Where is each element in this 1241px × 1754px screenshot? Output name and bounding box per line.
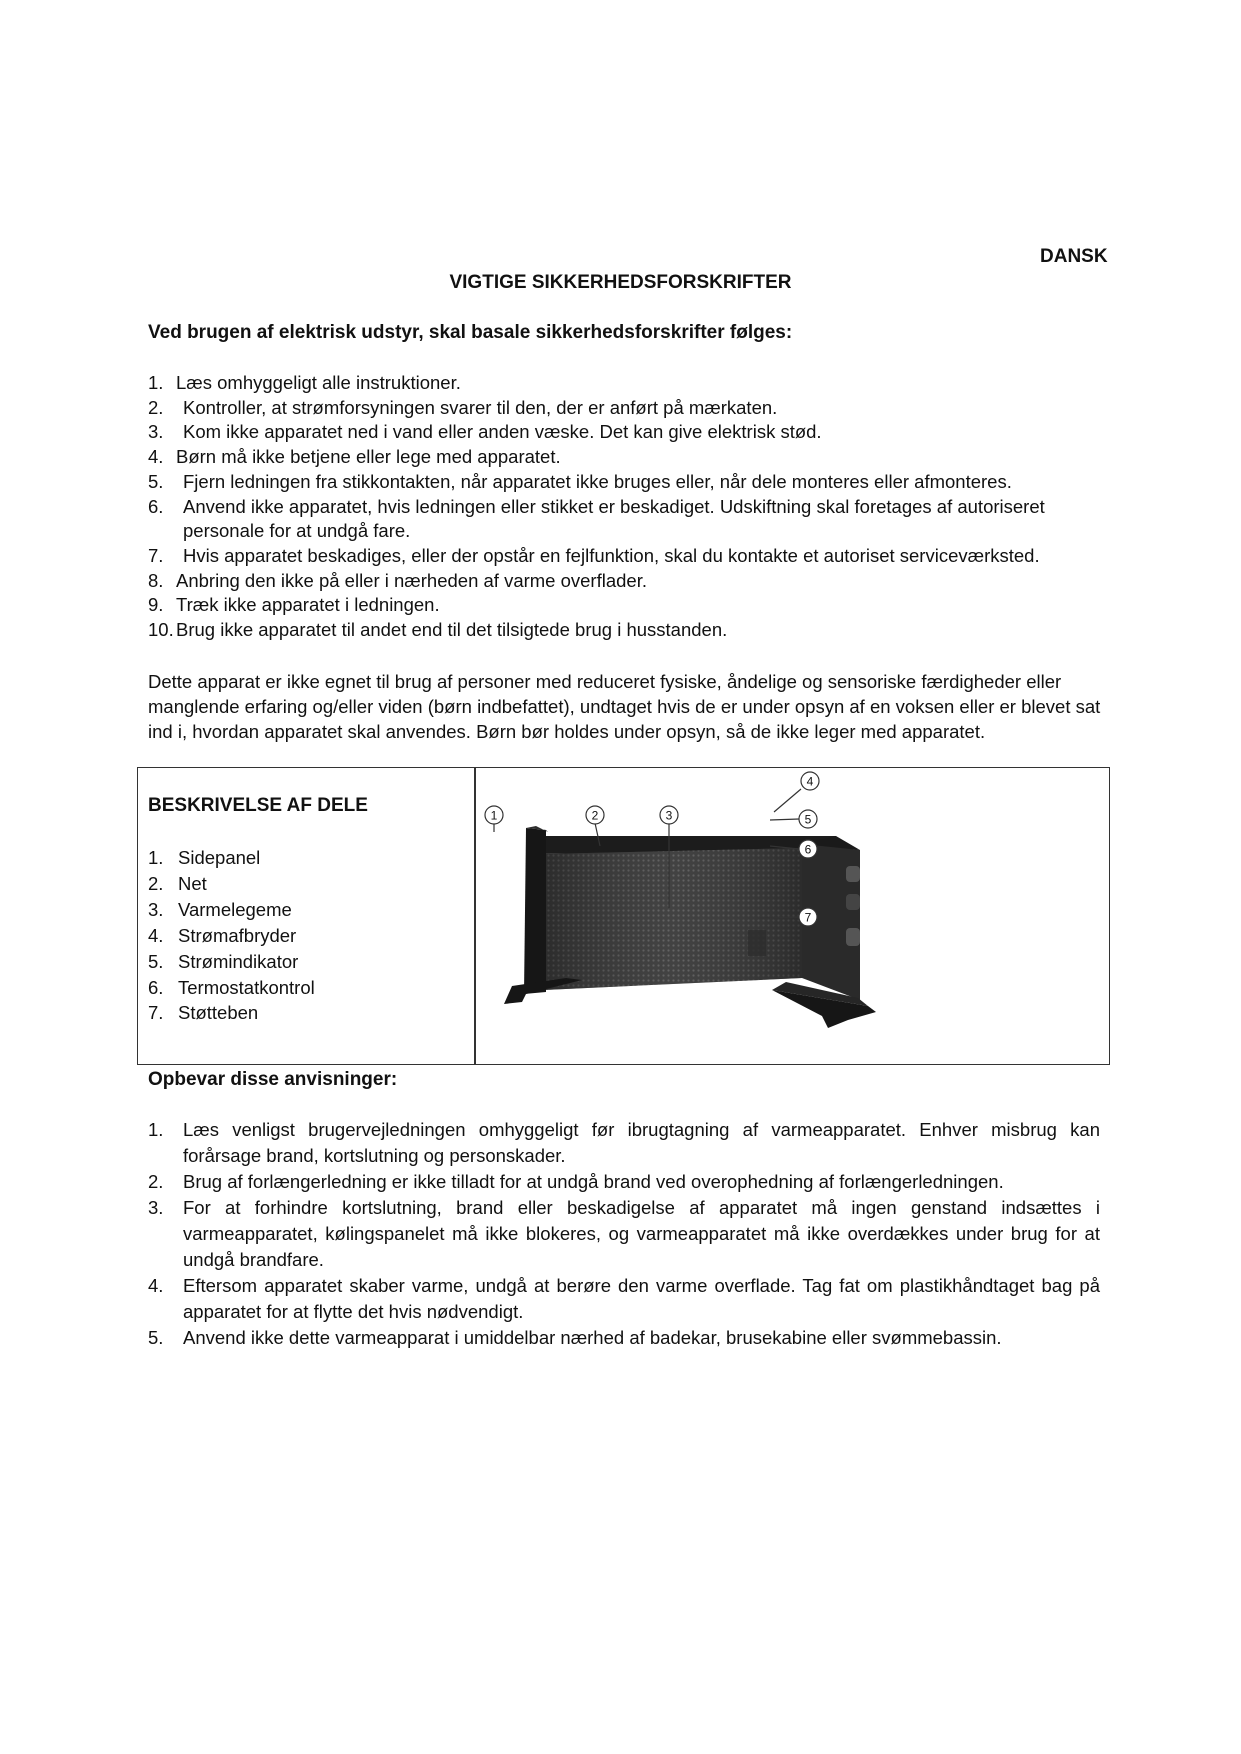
list-item xyxy=(148,923,315,949)
safety-list xyxy=(148,371,1108,643)
list-item-text: Læs venligst brugervejledningen omhyggeligt før ibrugtagning af varmeapparatet. Enhver misbrug kan forårsage brand, kortslutning og personskader. xyxy=(183,1119,1100,1166)
list-item-number: 5. xyxy=(148,470,164,492)
list-item-number: 6. xyxy=(148,976,164,998)
list-item xyxy=(148,897,315,923)
list-item xyxy=(148,470,1108,495)
list-item-text: For at forhindre kortslutning, brand eller beskadigelse af apparatet må ingen genstand indsættes i varmeapparatet, kølingspanelet må ikke blokeres, og varmeapparatet må ikke overdækkes under brug for at undgå brandfare. xyxy=(183,1197,1100,1270)
list-item-number: 9. xyxy=(148,594,164,616)
callout-7 xyxy=(799,908,817,926)
callout-number: 6 xyxy=(804,842,812,857)
callout-number: 2 xyxy=(591,808,599,823)
list-item-number: 5. xyxy=(148,1327,164,1348)
list-item xyxy=(148,1325,1100,1351)
callout-number: 7 xyxy=(804,910,812,925)
list-item-number: 4. xyxy=(148,924,164,946)
list-item-number: 3. xyxy=(148,898,164,920)
keep-instructions-title: Opbevar disse anvisninger: xyxy=(148,1069,398,1090)
list-item xyxy=(148,1117,1100,1169)
list-item-text: Læs omhyggeligt alle instruktioner. xyxy=(176,372,461,393)
language-label: DANSK xyxy=(1040,246,1108,267)
list-item-text: Anvend ikke dette varmeapparat i umiddelbar nærhed af badekar, brusekabine eller svømmebassin. xyxy=(183,1327,1002,1348)
list-item-text: Kom ikke apparatet ned i vand eller anden væske. Det kan give elektrisk stød. xyxy=(183,421,822,443)
list-item-text: Strømindikator xyxy=(178,950,299,972)
list-item xyxy=(148,445,1108,470)
list-item-text: Termostatkontrol xyxy=(178,976,315,998)
list-item xyxy=(148,396,1108,421)
list-item-number: 10. xyxy=(148,619,174,641)
list-item-text: Brug af forlængerledning er ikke tilladt for at undgå brand ved overophedning af forlængerledningen. xyxy=(183,1171,1004,1192)
list-item-number: 7. xyxy=(148,544,164,566)
list-item xyxy=(148,1195,1100,1273)
callout-number: 3 xyxy=(665,808,673,823)
callout-number: 5 xyxy=(804,812,812,827)
list-item-number: 1. xyxy=(148,1119,164,1140)
list-item-number: 4. xyxy=(148,1275,164,1296)
list-item xyxy=(148,949,315,975)
list-item-text: Støtteben xyxy=(178,1002,259,1024)
parts-title: BESKRIVELSE AF DELE xyxy=(148,795,368,816)
list-item-text: Fjern ledningen fra stikkontakten, når apparatet ikke bruges eller, når dele monteres eller afmonteres. xyxy=(183,470,1012,492)
list-item xyxy=(148,420,1108,445)
heater-diagram xyxy=(476,768,1108,1064)
list-item-number: 3. xyxy=(148,421,164,443)
list-item-text: Eftersom apparatet skaber varme, undgå at berøre den varme overflade. Tag fat om plastikhåndtaget bag på apparatet for at flytte det hvis nødvendigt. xyxy=(183,1275,1100,1322)
list-item xyxy=(148,495,1108,544)
list-item-text: Net xyxy=(178,872,207,894)
list-item xyxy=(148,618,1108,643)
parts-list xyxy=(148,845,315,1026)
list-item-text: Sidepanel xyxy=(178,847,261,868)
callout-1 xyxy=(485,806,503,824)
list-item-text: Anbring den ikke på eller i nærheden af varme overflader. xyxy=(176,569,647,591)
callout-number: 4 xyxy=(806,774,814,789)
callout-5 xyxy=(799,810,817,828)
list-item-text: Brug ikke apparatet til andet end til det tilsigtede brug i husstanden. xyxy=(176,619,728,641)
list-item-number: 2. xyxy=(148,1171,164,1192)
keep-instructions-list xyxy=(148,1117,1100,1351)
list-item-text: Kontroller, at strømforsyningen svarer til den, der er anført på mærkaten. xyxy=(183,396,778,418)
list-item-text: Varmelegeme xyxy=(178,898,292,920)
list-item-number: 1. xyxy=(148,847,164,868)
list-item xyxy=(148,593,1108,618)
list-item xyxy=(148,544,1108,569)
list-item-text: Anvend ikke apparatet, hvis ledningen eller stikket er beskadiget. Udskiftning skal foretages af autoriseret personale for at undgå fare. xyxy=(183,495,1045,542)
list-item xyxy=(148,371,1108,396)
list-item-number: 2. xyxy=(148,396,164,418)
callout-2 xyxy=(586,806,604,824)
list-item xyxy=(148,975,315,1001)
list-item-number: 5. xyxy=(148,950,164,972)
list-item-text: Børn må ikke betjene eller lege med apparatet. xyxy=(176,446,561,468)
list-item xyxy=(148,569,1108,594)
list-item xyxy=(148,1273,1100,1325)
callout-6 xyxy=(799,840,817,858)
heater-body xyxy=(504,826,876,1028)
list-item xyxy=(148,871,315,897)
list-item-number: 4. xyxy=(148,446,164,468)
list-item-number: 3. xyxy=(148,1197,164,1218)
list-item xyxy=(148,1000,315,1026)
callout-3 xyxy=(660,806,678,824)
list-item-text: Strømafbryder xyxy=(178,924,297,946)
callout-4 xyxy=(801,772,819,790)
list-item-text: Træk ikke apparatet i ledningen. xyxy=(176,594,440,616)
safety-subtitle: Ved brugen af elektrisk udstyr, skal basale sikkerhedsforskrifter følges: xyxy=(148,322,793,343)
list-item-number: 6. xyxy=(148,495,164,517)
list-item xyxy=(148,845,315,871)
list-item-number: 8. xyxy=(148,569,164,591)
list-item-number: 1. xyxy=(148,372,164,393)
list-item-text: Hvis apparatet beskadiges, eller der opstår en fejlfunktion, skal du kontakte et autoriset serviceværksted. xyxy=(183,544,1040,566)
list-item xyxy=(148,1169,1100,1195)
warning-paragraph: Dette apparat er ikke egnet til brug af personer med reduceret fysiske, åndelige og sensoriske færdigheder eller manglende erfaring og/eller viden (børn indbefattet), undtaget hvis de er under opsyn af en voksen eller er blevet sat ind i, hvordan apparatet skal anvendes. Børn bør holdes under opsyn, så de ikke leger med apparatet. xyxy=(148,671,1101,742)
page-title: VIGTIGE SIKKERHEDSFORSKRIFTER xyxy=(449,272,792,293)
list-item-number: 7. xyxy=(148,1002,164,1024)
list-item-number: 2. xyxy=(148,872,164,894)
callout-number: 1 xyxy=(490,808,498,823)
